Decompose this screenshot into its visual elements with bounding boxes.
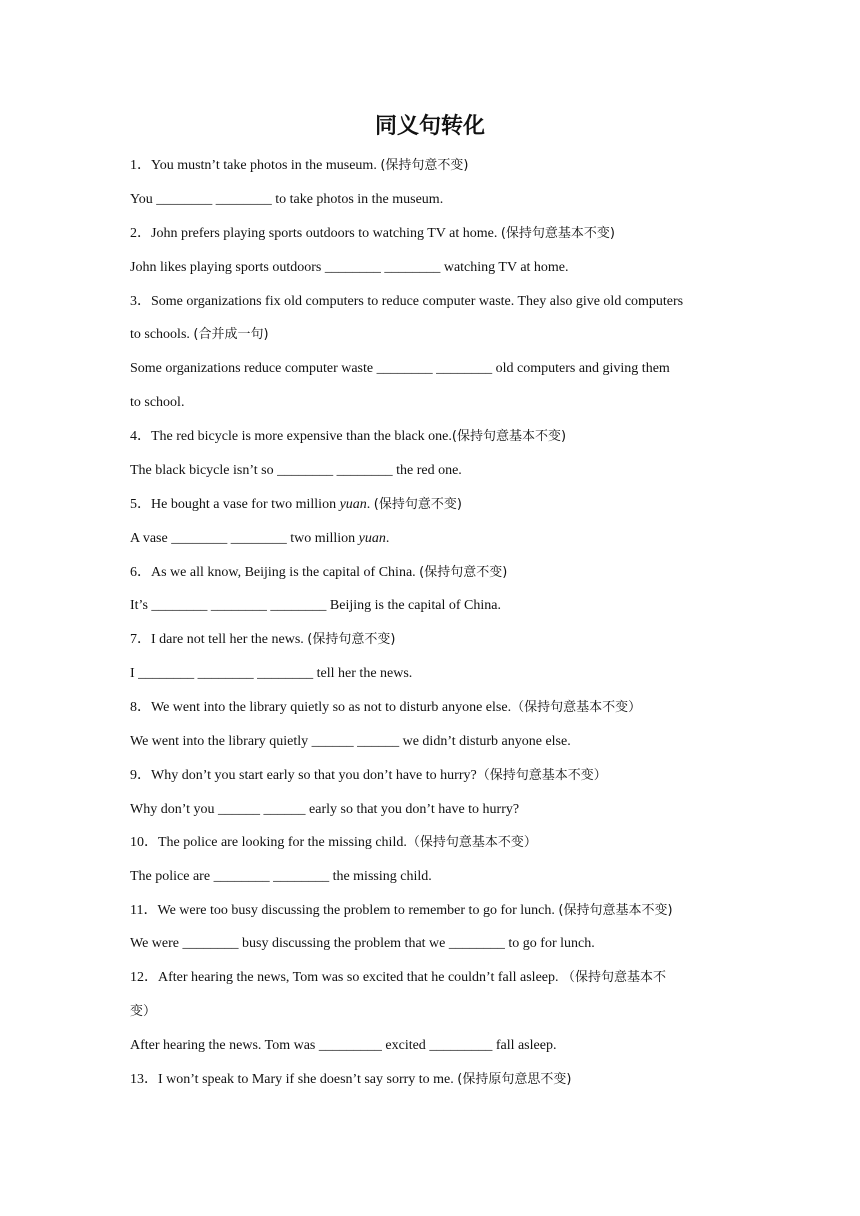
- question-text: Some organizations fix old computers to reduce computer waste. They also give old computers: [151, 294, 684, 309]
- instruction-note: 变）: [130, 1004, 157, 1019]
- answer-9: [130, 800, 740, 820]
- answer-text: The police are: [130, 869, 214, 884]
- question-text: to schools.: [130, 327, 194, 342]
- instruction-note: （保持句意基本不变）: [406, 835, 537, 850]
- question-number: 2．: [130, 226, 151, 241]
- question-5: [130, 495, 740, 515]
- answer-blank[interactable]: ________ ________: [376, 361, 493, 376]
- answer-text: fall asleep.: [492, 1038, 557, 1053]
- instruction-note: （保持句意基本不: [562, 970, 667, 985]
- question-6: [130, 563, 740, 583]
- question-text-italic: yuan: [339, 497, 367, 512]
- answer-10: [130, 867, 740, 887]
- question-number: 12．: [130, 970, 158, 985]
- question-text: The red bicycle is more expensive than the black one.: [151, 429, 452, 444]
- question-text: We went into the library quietly so as not to disturb anyone else.: [151, 700, 512, 715]
- answer-1: [130, 190, 740, 210]
- question-8: [130, 698, 740, 718]
- answer-3: [130, 359, 740, 379]
- question-number: 6．: [130, 565, 151, 580]
- question-text: I won’t speak to Mary if she doesn’t say sorry to me.: [158, 1072, 458, 1087]
- answer-blank[interactable]: ________ ________: [277, 463, 393, 478]
- question-text: Why don’t you start early so that you don’t have to hurry?: [151, 768, 477, 783]
- question-4: [130, 427, 740, 447]
- answer-text: to take photos in the museum.: [271, 192, 444, 207]
- question-text: The police are looking for the missing child.: [158, 835, 407, 850]
- answer-blank[interactable]: ________ ________: [213, 869, 330, 884]
- question-9: [130, 766, 740, 786]
- question-13: [130, 1070, 740, 1090]
- answer-2: [130, 258, 740, 278]
- instruction-note: (保持句意基本不变): [558, 903, 673, 918]
- question-text: I dare not tell her the news.: [151, 632, 308, 647]
- answer-blank[interactable]: _________: [318, 1038, 382, 1053]
- answer-text: the red one.: [392, 463, 462, 478]
- question-number: 11．: [130, 903, 158, 918]
- answer-text: busy discussing the problem that we: [238, 936, 449, 951]
- question-number: 1．: [130, 158, 151, 173]
- answer-text: After hearing the news. Tom was: [130, 1038, 319, 1053]
- question-10: [130, 833, 740, 853]
- instruction-note: (保持原句意思不变): [457, 1072, 572, 1087]
- answer-text: We went into the library quietly: [130, 734, 312, 749]
- question-3-continued: [130, 325, 740, 345]
- answer-text: to go for lunch.: [504, 936, 595, 951]
- answer-text: we didn’t disturb anyone else.: [399, 734, 571, 749]
- answer-blank[interactable]: ________ ________ ________: [138, 666, 314, 681]
- answer-12: [130, 1036, 740, 1056]
- answer-blank[interactable]: _________: [429, 1038, 493, 1053]
- answer-text: watching TV at home.: [440, 260, 569, 275]
- answer-blank[interactable]: ________: [182, 936, 239, 951]
- answer-text: Beijing is the capital of China.: [326, 598, 501, 613]
- answer-7: [130, 664, 740, 684]
- question-text: John prefers playing sports outdoors to watching TV at home.: [151, 226, 501, 241]
- answer-text: .: [385, 531, 390, 546]
- answer-text: tell her the news.: [313, 666, 413, 681]
- question-number: 9．: [130, 768, 151, 783]
- question-3: [130, 292, 740, 312]
- question-text: As we all know, Beijing is the capital of China.: [151, 565, 420, 580]
- answer-5: [130, 529, 740, 549]
- answer-blank[interactable]: ______ ______: [218, 802, 306, 817]
- answer-4: [130, 461, 740, 481]
- question-11: [130, 901, 740, 921]
- instruction-note: (保持句意不变): [380, 158, 469, 173]
- answer-text: to school.: [130, 395, 185, 410]
- instruction-note: (保持句意不变): [419, 565, 508, 580]
- instruction-note: (合并成一句): [193, 327, 269, 342]
- answer-blank[interactable]: ________ ________: [324, 260, 441, 275]
- answer-text: We were: [130, 936, 183, 951]
- answer-blank[interactable]: ________: [448, 936, 505, 951]
- answer-text: A vase: [130, 531, 172, 546]
- answer-text-italic: yuan: [358, 531, 386, 546]
- answer-text: Some organizations reduce computer waste: [130, 361, 377, 376]
- question-number: 5．: [130, 497, 151, 512]
- answer-text: Why don’t you: [130, 802, 219, 817]
- question-2: [130, 224, 740, 244]
- question-1: [130, 156, 740, 176]
- page-title: 同义句转化: [374, 114, 485, 139]
- answer-text: excited: [381, 1038, 430, 1053]
- answer-text: John likes playing sports outdoors: [130, 260, 325, 275]
- question-number: 4．: [130, 429, 151, 444]
- question-number: 13．: [130, 1072, 158, 1087]
- instruction-note: （保持句意基本不变）: [511, 700, 642, 715]
- answer-text: It’s: [130, 598, 152, 613]
- answer-3-continued: [130, 393, 740, 413]
- answer-text: The black bicycle isn’t so: [130, 463, 278, 478]
- answer-text: early so that you don’t have to hurry?: [305, 802, 520, 817]
- answer-text: two million: [286, 531, 359, 546]
- answer-11: [130, 934, 740, 954]
- question-text: You mustn’t take photos in the museum.: [151, 158, 381, 173]
- answer-8: [130, 732, 740, 752]
- instruction-note: (保持句意基本不变): [500, 226, 615, 241]
- question-number: 7．: [130, 632, 151, 647]
- question-number: 8．: [130, 700, 151, 715]
- answer-text: the missing child.: [329, 869, 432, 884]
- answer-text: old computers and giving them: [492, 361, 670, 376]
- answer-text: You: [130, 192, 157, 207]
- instruction-note: (保持句意基本不变): [451, 429, 567, 444]
- question-number: 10．: [130, 835, 158, 850]
- question-text: After hearing the news, Tom was so excited that he couldn’t fall asleep.: [158, 970, 562, 985]
- answer-blank[interactable]: ________ ________ ________: [151, 598, 327, 613]
- answer-text: I: [130, 666, 139, 681]
- answer-6: [130, 596, 740, 616]
- question-text: We were too busy discussing the problem to remember to go for lunch.: [157, 903, 559, 918]
- question-7: [130, 630, 740, 650]
- instruction-note: （保持句意基本不变）: [476, 768, 607, 783]
- question-12-continued: [130, 1002, 740, 1022]
- question-text: .: [366, 497, 374, 512]
- answer-blank[interactable]: ________ ________: [156, 192, 272, 207]
- answer-blank[interactable]: ______ ______: [311, 734, 400, 749]
- question-text: He bought a vase for two million: [151, 497, 340, 512]
- question-12: [130, 968, 740, 988]
- question-number: 3．: [130, 294, 151, 309]
- answer-blank[interactable]: ________ ________: [171, 531, 287, 546]
- instruction-note: (保持句意不变): [307, 632, 396, 647]
- instruction-note: (保持句意不变): [373, 497, 462, 512]
